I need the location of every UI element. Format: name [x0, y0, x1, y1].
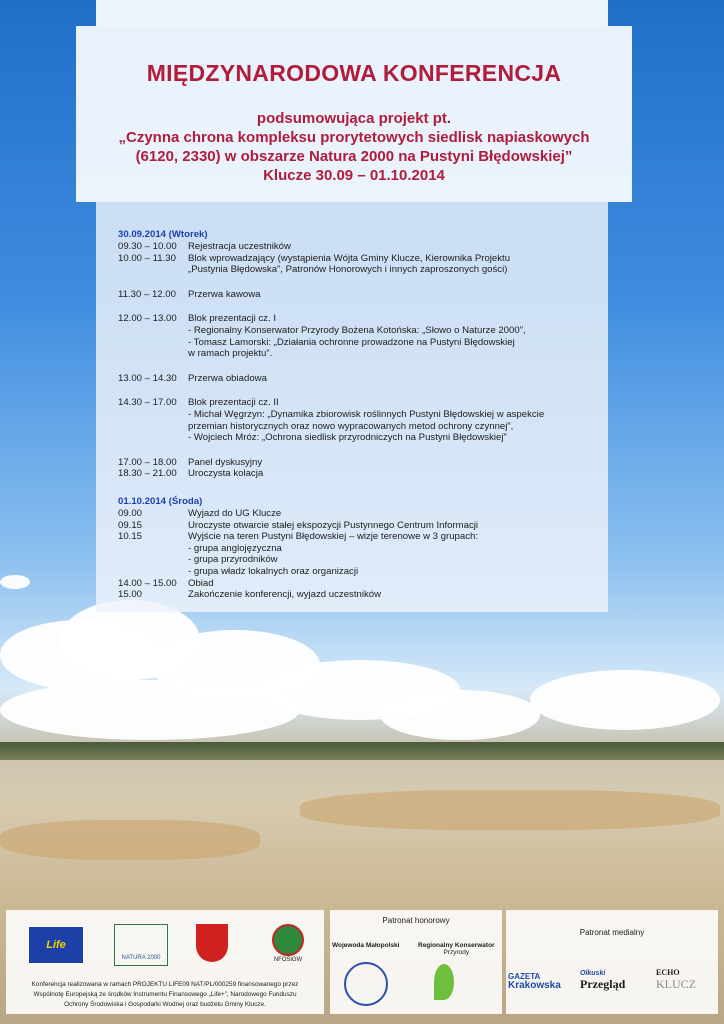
agenda-description: Przerwa kawowa [188, 288, 261, 300]
grass-patch [0, 820, 260, 860]
gazeta-logo-line: GAZETA [508, 972, 541, 981]
agenda-time: 10.00 – 11.30 [118, 252, 176, 264]
agenda-description: Rejestracja uczestników [188, 241, 291, 252]
funding-line: Konferencja realizowana w ramach PROJEKTU LIFE09 NAT/PL/000259 finansowanego przez [31, 981, 299, 988]
honorary-patron-1: Wojewoda Małopolski [332, 942, 400, 949]
agenda-description: - Michał Węgrzyn: „Dynamika zbiorowisk roślinnych Pustyni Błędowskiej w aspekcie [188, 409, 545, 420]
gazeta-krakowska-logo [508, 972, 561, 990]
agenda-time: 12.00 – 13.00 [118, 313, 177, 325]
agenda-description: Obiad [188, 577, 214, 589]
subtitle-line: Klucze 30.09 – 01.10.2014 [263, 167, 445, 184]
funding-line: Ochrony Środowiska i Gospodarki Wodnej oraz budżetu Gminy Klucze. [64, 1001, 266, 1008]
eu-flag-icon [28, 926, 84, 964]
media-label: Patronat medialny [579, 928, 645, 937]
forest-horizon [0, 742, 724, 760]
agenda-time: 11.30 – 12.00 [118, 288, 176, 300]
agenda-row [118, 589, 382, 601]
agenda-row [118, 542, 282, 555]
agenda-row [118, 372, 267, 385]
agenda-row [118, 519, 479, 532]
przeglad-olkuski-logo [580, 970, 625, 992]
agenda-time: 13.00 – 14.30 [118, 372, 177, 384]
natura-2000-logo-text: NATURA 2000 [121, 955, 161, 961]
honorary-patron-2-line: Regionalny Konserwator [418, 942, 495, 949]
agenda-description: w ramach projektu”. [188, 348, 273, 360]
footer-honorary-patronage [330, 910, 502, 1014]
nfosigw-logo [270, 924, 306, 963]
subtitle-line: podsumowująca projekt pt. [256, 110, 452, 127]
subtitle-line: „Czynna chrona kompleksu prorytetowych siedlisk napiaskowych [118, 129, 590, 146]
panel-top-strip [96, 0, 608, 26]
gazeta-logo-line: Krakowska [508, 980, 561, 991]
agenda-row [118, 241, 291, 253]
honorary-patron-2 [418, 942, 495, 956]
agenda-description: Blok prezentacji cz. I [188, 313, 276, 325]
agenda-description: „Pustynia Błędowska”, Patronów Honorowych i innych zaproszonych gości) [188, 264, 508, 276]
footer-media-patronage [506, 910, 718, 1014]
agenda-description: Uroczyste otwarcie stałej ekspozycji Pustynnego Centrum Informacji [188, 519, 479, 531]
agenda-row [118, 577, 214, 590]
agenda-row [118, 456, 263, 469]
wojewoda-logo-icon [344, 962, 388, 1006]
agenda-time: 15.00 [118, 589, 143, 601]
agenda-time: 09.15 [118, 519, 143, 531]
agenda-description: - grupa anglojęzyczna [188, 542, 282, 554]
agenda-time: 09.30 – 10.00 [118, 241, 177, 252]
agenda-time: 09.00 [118, 508, 143, 519]
agenda-description: - Wojciech Mróz: „Ochrona siedlisk przyrodniczych na Pustyni Błędowskiej” [188, 432, 507, 444]
agenda-row [118, 508, 282, 520]
agenda-time: 18.30 – 21.00 [118, 468, 177, 480]
agenda-description: Przerwa obiadowa [188, 372, 267, 384]
agenda-row [118, 468, 264, 480]
natura-2000-logo [114, 924, 168, 966]
agenda-description: Wyjście na teren Pustyni Błędowskiej – wizje terenowe w 3 grupach: [188, 531, 478, 543]
klucze-coat-of-arms-icon [196, 924, 228, 962]
cloud [530, 670, 720, 730]
agenda-row [118, 531, 478, 543]
agenda-panel [96, 202, 608, 612]
agenda-time: 14.00 – 15.00 [118, 577, 177, 589]
agenda-row [118, 336, 515, 349]
agenda-row [118, 313, 276, 325]
honorary-label: Patronat honorowy [382, 916, 450, 925]
echo-logo-line: KLUCZ [656, 977, 696, 991]
agenda-row [118, 252, 511, 265]
agenda-row [118, 420, 514, 433]
agenda-row [118, 409, 545, 421]
funding-text [6, 980, 324, 1010]
honorary-patron-2-line: Przyrody [443, 949, 470, 956]
footer-sponsors [6, 910, 324, 1014]
przeglad-logo-line: Przegląd [580, 977, 626, 991]
agenda-description: Uroczysta kolacja [188, 468, 264, 480]
agenda-time: 17.00 – 18.00 [118, 456, 177, 468]
echo-logo-line: ECHO [656, 968, 680, 977]
agenda-description: Wyjazd do UG Klucze [188, 508, 282, 519]
agenda-time: 14.30 – 17.00 [118, 397, 177, 409]
funding-line: Wspólnotę Europejską ze środków Instrumentu Finansowego „Life+”, Narodowego Funduszu [33, 991, 297, 998]
agenda-description: - grupa władz lokalnych oraz organizacji [188, 566, 359, 577]
day-heading: 30.09.2014 (Wtorek) [118, 229, 208, 240]
agenda-row [118, 325, 526, 337]
echo-klucz-logo [656, 968, 696, 992]
agenda-time: 10.15 [118, 531, 143, 543]
subtitle [76, 109, 632, 185]
agenda-row [118, 554, 278, 566]
subtitle-line: (6120, 2330) w obszarze Natura 2000 na Pustyni Błędowskiej” [135, 148, 573, 165]
agenda-row [118, 348, 273, 360]
cloud [380, 690, 540, 740]
life-logo-text: Life [46, 939, 66, 951]
agenda-row [118, 566, 359, 578]
agenda-row [118, 432, 507, 444]
page-title: MIĘDZYNARODOWA KONFERENCJA [146, 60, 562, 86]
przeglad-logo-line: Olkuski [580, 970, 606, 977]
agenda-description: Blok wprowadzający (wystąpienia Wójta Gminy Klucze, Kierownika Projektu [188, 252, 511, 264]
day-heading: 01.10.2014 (Środa) [118, 496, 203, 507]
agenda-description: przemian historycznych oraz nowo wypracowanych metod ochrony czynnej”, [188, 420, 514, 432]
grass-patch [300, 790, 720, 830]
rdos-leaf-icon [434, 964, 454, 1000]
agenda-description: - Regionalny Konserwator Przyrody Bożena Kotońska: „Słowo o Naturze 2000”, [188, 325, 526, 336]
agenda-description: Blok prezentacji cz. II [188, 397, 279, 409]
agenda-description: - grupa przyrodników [188, 554, 278, 566]
cloud [0, 575, 30, 589]
agenda-description: Panel dyskusyjny [188, 456, 263, 468]
title-box [76, 26, 632, 202]
nfosigw-logo-text: NFOŚiGW [273, 957, 303, 963]
cloud [0, 680, 300, 740]
agenda-description: - Tomasz Lamorski: „Działania ochronne prowadzone na Pustyni Błędowskiej [188, 336, 515, 348]
agenda-row [118, 397, 279, 409]
agenda-row [118, 288, 261, 301]
agenda-row [118, 264, 508, 276]
nfosigw-emblem-icon [272, 924, 304, 956]
agenda-description: Zakończenie konferencji, wyjazd uczestników [188, 589, 382, 601]
